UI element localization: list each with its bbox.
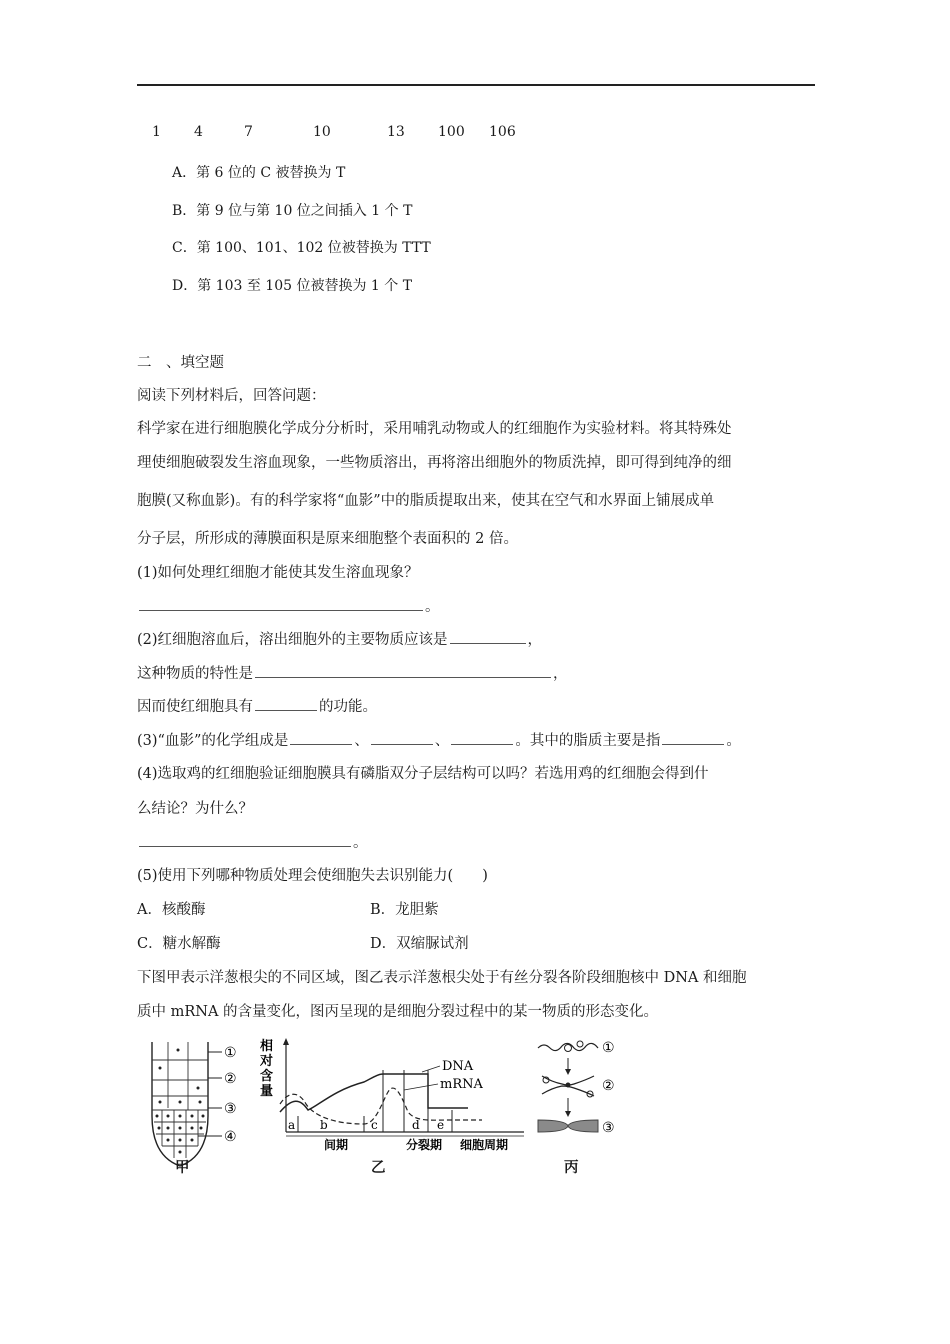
position-number: 7	[244, 124, 253, 140]
answer-blank[interactable]	[255, 663, 551, 678]
answer-blank[interactable]	[451, 730, 513, 745]
centromere	[566, 1083, 571, 1088]
answer-blank[interactable]	[139, 596, 423, 611]
ylabel-char: 含	[260, 1069, 274, 1084]
option-c: C．第 100、101、102 位被替换为 TTT	[172, 240, 431, 256]
series-label: mRNA	[440, 1077, 483, 1092]
figure-intro-line: 下图甲表示洋葱根尖的不同区域，图乙表示洋葱根尖处于有丝分裂各阶段细胞核中 DNA 和细胞	[137, 970, 747, 986]
answer-blank[interactable]	[450, 629, 526, 644]
question-3: (3)“血影”的化学组成是 、 、 。其中的脂质主要是指 。	[137, 729, 741, 750]
stage-label: a	[288, 1118, 296, 1132]
answer-blank[interactable]	[371, 730, 433, 745]
question-2b: 这种物质的特性是 ，	[137, 662, 568, 683]
region-label: ③	[224, 1101, 237, 1117]
question-1: (1)如何处理红细胞才能使其发生溶血现象？	[137, 565, 419, 581]
ylabel-char: 量	[260, 1084, 274, 1099]
region-label: ①	[224, 1045, 237, 1061]
question-4-line1: (4)选取鸡的红细胞验证细胞膜具有磷脂双分子层结构可以吗？若选用鸡的红细胞会得到什	[137, 766, 709, 782]
paragraph-line: 分子层，所形成的薄膜面积是原来细胞整个表面积的 2 倍。	[137, 531, 518, 547]
position-number: 13	[387, 124, 405, 140]
question-2a: (2)红细胞溶血后，溶出细胞外的主要物质应该是 ，	[137, 628, 542, 649]
chromosome-shape	[538, 1120, 598, 1132]
q5-option-c: C．糖水解酶	[137, 936, 221, 952]
caption-jia: 甲	[175, 1159, 190, 1176]
stage-label: ①	[602, 1040, 615, 1056]
position-number: 106	[489, 124, 516, 140]
question-4-line2: 么结论？为什么？	[137, 801, 253, 817]
stage-label: ③	[602, 1120, 615, 1136]
paragraph-line: 科学家在进行细胞膜化学成分分析时，采用哺乳动物或人的红细胞作为实验材料。将其特殊处	[137, 421, 732, 437]
stage-label: b	[320, 1118, 328, 1132]
stage-label: d	[412, 1118, 420, 1132]
figure-jia-root-tip	[140, 1038, 250, 1178]
stage-label: c	[371, 1118, 378, 1132]
option-a: A．第 6 位的 C 被替换为 T	[172, 165, 346, 181]
region-label: ④	[224, 1129, 237, 1145]
answer-blank[interactable]	[290, 730, 352, 745]
ylabel-char: 对	[260, 1054, 274, 1069]
paragraph-line: 理使细胞破裂发生溶血现象，一些物质溶出，再将溶出细胞外的物质洗掉，即可得到纯净的细	[137, 455, 732, 471]
option-b: B．第 9 位与第 10 位之间插入 1 个 T	[172, 203, 413, 219]
top-rule	[137, 84, 815, 86]
position-number: 100	[438, 124, 465, 140]
position-number: 10	[313, 124, 331, 140]
section-title: 二 、填空题	[137, 355, 224, 371]
figure-intro-line: 质中 mRNA 的含量变化，图丙呈现的是细胞分裂过程中的某一物质的形态变化。	[137, 1004, 659, 1020]
answer-blank[interactable]	[255, 696, 317, 711]
phase-label: 间期	[324, 1138, 349, 1152]
answer-blank[interactable]	[662, 730, 724, 745]
intro-text: 阅读下列材料后，回答问题：	[137, 388, 326, 404]
stage-label: e	[437, 1118, 445, 1132]
answer-blank[interactable]	[139, 832, 351, 847]
series-label: DNA	[442, 1059, 474, 1074]
figure-yi-graph	[254, 1036, 528, 1154]
answer-line-4: 。	[137, 831, 368, 852]
figure-bing-chromosome	[528, 1036, 628, 1144]
cycle-label: 细胞周期	[460, 1138, 509, 1152]
caption-yi: 乙	[371, 1159, 386, 1176]
option-d: D．第 103 至 105 位被替换为 1 个 T	[172, 278, 413, 294]
q5-option-d: D．双缩脲试剂	[370, 936, 469, 952]
region-label: ②	[224, 1071, 237, 1087]
position-number: 1	[152, 124, 161, 140]
ylabel-char: 相	[260, 1039, 274, 1054]
q5-option-b: B．龙胆紫	[370, 902, 439, 918]
position-number: 4	[194, 124, 203, 140]
phase-label: 分裂期	[406, 1138, 443, 1152]
y-axis-arrow	[283, 1038, 289, 1045]
answer-line-1: 。	[137, 595, 440, 616]
stage-label: ②	[602, 1078, 615, 1094]
q5-option-a: A．核酸酶	[137, 902, 206, 918]
paragraph-line: 胞膜(又称血影)。有的科学家将“血影”中的脂质提取出来，使其在空气和水界面上铺展成单	[137, 493, 715, 509]
question-2c: 因而使红细胞具有 的功能。	[137, 695, 377, 716]
caption-bing: 丙	[564, 1159, 579, 1176]
question-5: (5)使用下列哪种物质处理会使细胞失去识别能力( )	[137, 868, 488, 884]
